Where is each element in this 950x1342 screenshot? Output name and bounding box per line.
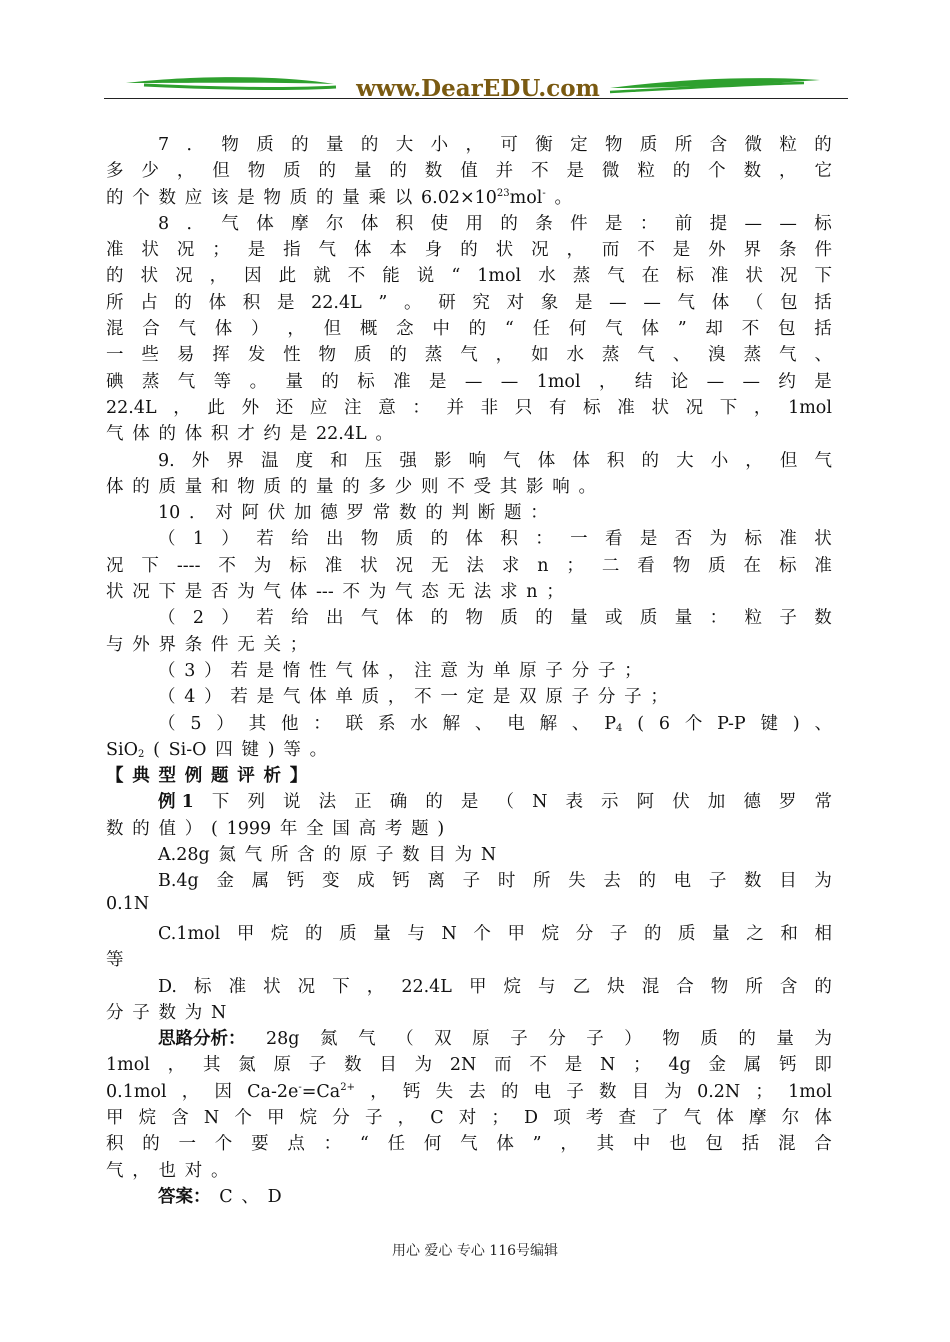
text-line: D. 标 准 状 况 下 ， 22.4L 甲 烷 与 乙 炔 混 合 物 所 含 的 <box>158 976 832 997</box>
text-line: B.4g 金 属 钙 变 成 钙 离 子 时 所 失 去 的 电 子 数 目 为 <box>158 871 832 892</box>
text-line: 7 ． 物 质 的 量 的 大 小 ， 可 衡 定 物 质 所 含 微 粒 的 <box>158 135 832 155</box>
left-swoosh-tail <box>144 85 336 88</box>
text-line: C.1mol 甲 烷 的 质 量 与 N 个 甲 烷 分 子 的 质 量 之 和 相 <box>158 923 832 944</box>
text-line: 分 子 数 为 N <box>106 1002 227 1023</box>
text-line: 混 合 气 体 ） ， 但 概 念 中 的 “ 任 何 气 体 ” 却 不 包 括 <box>106 319 832 340</box>
text-line: A.28g 氮 气 所 含 的 原 子 数 目 为 N <box>158 845 497 866</box>
text-line: 的 个 数 应 该 是 物 质 的 量 乘 以 $6.02\times 10^{23}mol^-$ 。 <box>106 187 573 208</box>
text-line: 数 的 值 ） ( 1999 年 全 国 高 考 题 ) <box>106 818 445 839</box>
text-line: 等 <box>106 950 124 971</box>
text-line: 与 外 界 条 件 无 关 ； <box>106 634 308 655</box>
text-line: 10 ． 对 阿 伏 加 德 罗 常 数 的 判 断 题 ： <box>158 503 548 524</box>
text-line: 0.1mol ， 因 $Ca-2e^-=Ca^{2+}$ ， 钙 失 去 的 电 子 数 目 为 0.2N ； 1mol <box>106 1081 832 1102</box>
text-line: （ 4 ） 若 是 气 体 单 质 ， 不 一 定 是 双 原 子 分 子 ； <box>158 687 668 708</box>
text-line: 状 况 下 是 否 为 气 体 --- 不 为 气 态 无 法 求 n ； <box>106 582 564 603</box>
text-line: 9. 外 界 温 度 和 压 强 影 响 气 体 体 积 的 大 小 ， 但 气 <box>158 450 832 471</box>
text-line: 22.4L ， 此 外 还 应 注 意 ： 并 非 只 有 标 准 状 况 下 ， 1mol <box>106 397 832 418</box>
text-line: 1mol ， 其 氮 原 子 数 目 为 2N 而 不 是 N ； 4g 金 属 钙 即 <box>106 1055 832 1076</box>
text-line: （ 5 ） 其 他 ： 联 系 水 解 、 电 解 、 $P_4$ ( 6 个 P-P 键 ) 、 <box>158 713 832 734</box>
text-line: 甲 烷 含 N 个 甲 烷 分 子 ， C 对 ； D 项 考 查 了 气 体 摩 尔 体 <box>106 1107 832 1128</box>
left-swoosh <box>126 77 334 84</box>
text-line: 体 的 质 量 和 物 质 的 量 的 多 少 则 不 受 其 影 响 。 <box>106 476 596 497</box>
inline-label: 思路分析： <box>158 1029 246 1050</box>
text-line: （ 2 ） 若 给 出 气 体 的 物 质 的 量 或 质 量 ： 粒 子 数 <box>158 608 832 629</box>
text-line: 准 状 况 ； 是 指 气 体 本 身 的 状 况 ， 而 不 是 外 界 条 件 <box>106 240 832 261</box>
text-line: 【 典 型 例 题 评 析 】 <box>106 766 308 787</box>
site-logo-text: www.DearEDU.com <box>356 75 600 102</box>
header-rule <box>104 98 848 99</box>
text-line: 的 状 况 ， 因 此 就 不 能 说 “ 1mol 水 蒸 气 在 标 准 状 况 下 <box>106 266 832 287</box>
document-body <box>106 131 832 1209</box>
text-line: 气 体 的 体 积 才 约 是 22.4L 。 <box>106 424 393 445</box>
text-line: 思路分析： 28g 氮 气 （ 双 原 子 分 子 ） 物 质 的 量 为 <box>106 1025 832 1051</box>
text-line: 8 ． 气 体 摩 尔 体 积 使 用 的 条 件 是 ： 前 提 — — 标 <box>158 213 832 234</box>
page-footer: 用心 爱心 专心 116号编辑 <box>391 1243 559 1259</box>
text-line: 气 ， 也 对 。 <box>106 1160 229 1181</box>
inline-label: 答案： <box>158 1186 211 1207</box>
text-line: 所 占 的 体 积 是 22.4L ” 。 研 究 对 象 是 — — 气 体 （ 包 括 <box>106 292 832 313</box>
text-line: 答案： C 、 D <box>106 1183 832 1209</box>
text-line: 况 下 ---- 不 为 标 准 状 况 无 法 求 n ； 二 看 物 质 在 标 准 <box>106 555 832 576</box>
text-line: 多 少 ， 但 物 质 的 量 的 数 值 并 不 是 微 粒 的 个 数 ， 它 <box>106 161 832 182</box>
text-line: 例 1 下 列 说 法 正 确 的 是 （ N 表 示 阿 伏 加 德 罗 常 <box>106 788 832 814</box>
text-line: SiO$_2$ ( Si-O 四 键 ) 等 。 <box>106 739 328 760</box>
text-line: 碘 蒸 气 等 。 量 的 标 准 是 — — 1mol ， 结 论 — — 约 是 <box>106 371 832 392</box>
text-line: 一 些 易 挥 发 性 物 质 的 蒸 气 ， 如 水 蒸 气 、 溴 蒸 气 、 <box>106 345 832 366</box>
text-line: （ 3 ） 若 是 惰 性 气 体 ， 注 意 为 单 原 子 分 子 ； <box>158 660 642 681</box>
text-line: 0.1N <box>106 893 150 914</box>
site-header-banner <box>104 70 848 106</box>
inline-label: 例 1 <box>158 792 194 813</box>
text-line: （ 1 ） 若 给 出 物 质 的 体 积 ： 一 看 是 否 为 标 准 状 <box>158 529 832 550</box>
text-line: 积 的 一 个 要 点 ： “ 任 何 气 体 ” ， 其 中 也 包 括 混 合 <box>106 1134 832 1155</box>
